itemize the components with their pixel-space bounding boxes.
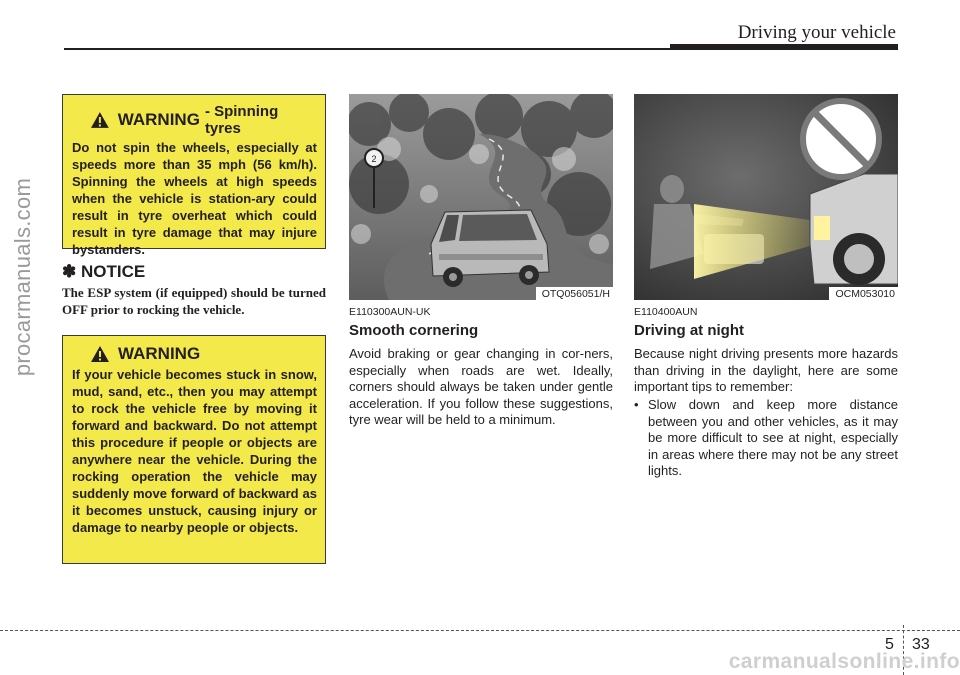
notice-title: ✽ NOTICE (62, 262, 146, 281)
footer-rule (0, 630, 960, 631)
side-watermark: procarmanuals.com (10, 177, 35, 377)
section-body-driving-at-night: Because night driving presents more hazards than driving in the daylight, here are some important tips to remember: (634, 346, 898, 394)
image-caption: OCM053010 (829, 287, 898, 300)
warning-triangle-icon (90, 111, 110, 129)
section-title-driving-at-night: Driving at night (634, 322, 744, 339)
chapter-number: 5 (885, 636, 894, 653)
road-scene-graphic (349, 94, 613, 300)
section-body-smooth-cornering: Avoid braking or gear changing in cor-ners, especially when roads are wet. Ideally, corners should always be taken under gentle acceleration. If you follow these suggestions, tyre wear will be held to a minimum. (349, 346, 613, 427)
svg-text:2: 2 (371, 154, 377, 164)
warning-body: Do not spin the wheels, especially at speeds more than 35 mph (56 km/h). Spinning the wheels at high speeds when the vehicle is station-ary could result in tyre overheat which could result in tyre damage that may injure bystanders. (72, 140, 317, 257)
warning-box-stuck-vehicle (62, 335, 326, 564)
section-code: E110300AUN-UK (349, 306, 431, 318)
list-item-text: Slow down and keep more distance between you and other vehicles, as it may be more difficult to see at night, especially in areas where there may not be any street lights. (648, 397, 898, 478)
warning-subtitle: - Spinning tyres (204, 103, 279, 137)
notice-body: The ESP system (if equipped) should be turned OFF prior to rocking the vehicle. (62, 285, 326, 317)
section-code: E110400AUN (634, 306, 698, 318)
van-cornering-illustration (349, 94, 613, 300)
section-title-smooth-cornering: Smooth cornering (349, 322, 479, 339)
warning-header (90, 103, 317, 137)
page-number: 33 (912, 636, 930, 653)
warning-box-spinning-tyres (62, 94, 326, 257)
list-item (634, 397, 898, 480)
night-scene-graphic (634, 94, 898, 300)
night-driving-illustration (634, 94, 898, 300)
warning-body: If your vehicle becomes stuck in snow, mud, sand, etc., then you may attempt to rock the vehicle free by moving it forward and backward. Do not attempt this procedure if people or objects are anywhere near the vehicle. During the rocking operation the vehicle may suddenly move forward of backward as it becomes unstuck, causing injury or damage to nearby people or objects. (72, 367, 317, 535)
warning-header (90, 344, 317, 364)
header-rule-accent (670, 44, 898, 50)
warning-triangle-icon (90, 345, 110, 363)
image-caption: OTQ056051/H (536, 287, 613, 300)
warning-title: WARNING (117, 110, 200, 129)
header-rule (64, 48, 670, 50)
bullet-icon: • (634, 397, 639, 412)
warning-title: WARNING (118, 344, 201, 363)
page-header-title: Driving your vehicle (737, 22, 896, 43)
footer-watermark: carmanualsonline.info (728, 650, 960, 673)
